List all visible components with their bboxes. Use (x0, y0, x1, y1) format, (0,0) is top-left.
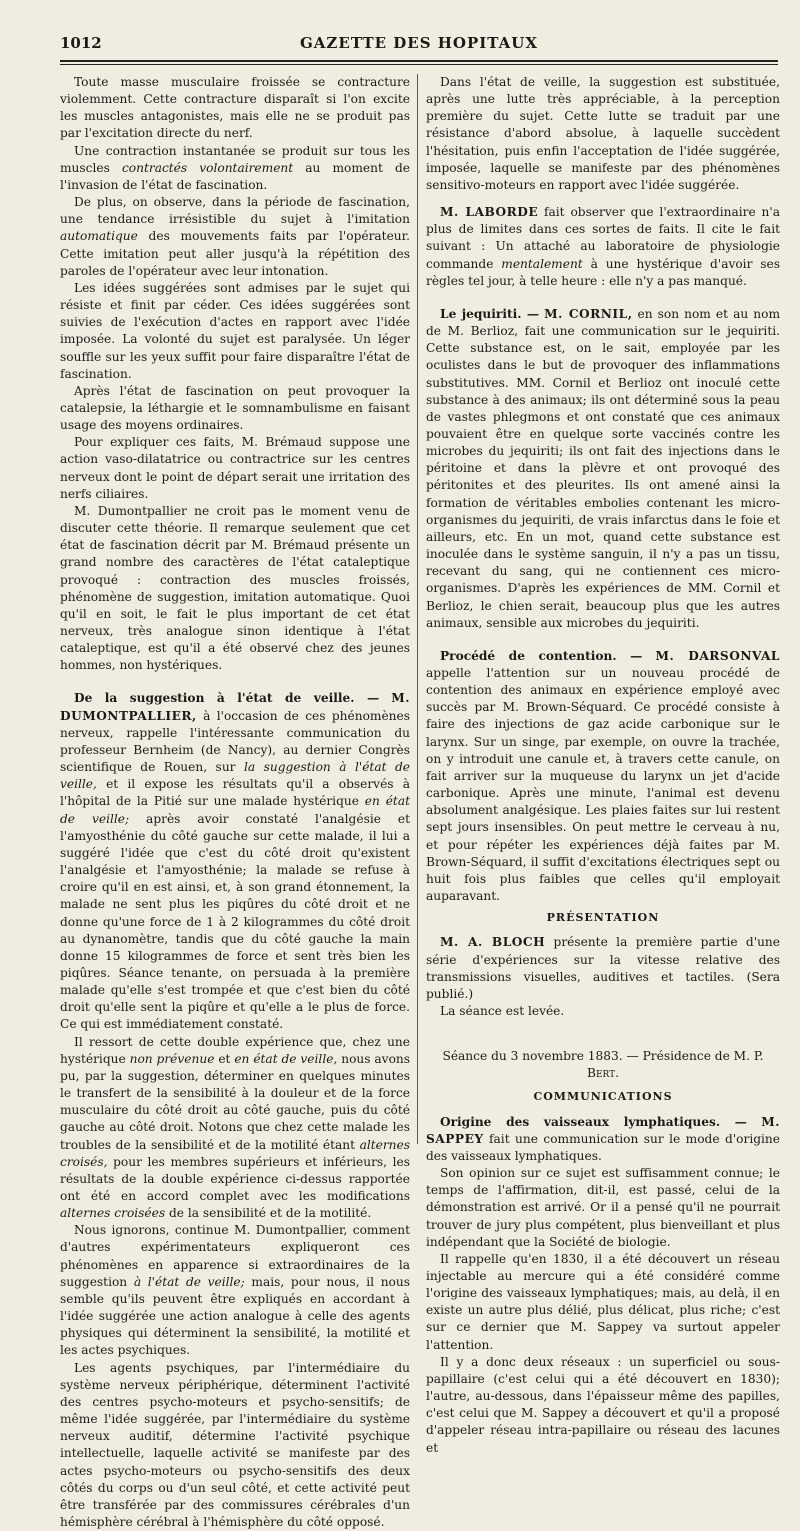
closing-line: La séance est levée. (440, 1003, 565, 1018)
journal-title: GAZETTE DES HOPITAUX (299, 34, 538, 52)
paragraph: De plus, on observe, dans la période de fascination, une tendance irrésistible du sujet à l'imitation automatique des mouvements faits par l'opérateur. Cette imitation peut aller jusqu'à la répétition des paroles de l'opérateur avec leur intonation. (60, 195, 410, 278)
paragraph: Son opinion sur ce sujet est suffisamment connue; le temps de l'affirmation, dit-il, est passé, celui de la démonstration est arrivé. Or il a pensé qu'il ne pourrait trouver de jury plus compétent, plus bienveillant et plus indépendant que la Société de biologie. (426, 1166, 780, 1249)
paragraph: Toute masse musculaire froissée se contracture violemment. Cette contracture disparaît si l'on excite les muscles antagonistes, mais elle ne se produit pas par l'excitation directe du nerf. (60, 75, 410, 141)
author-name: M. SAPPEY (426, 1114, 780, 1146)
section-bloch: M. A. BLOCH présente la première partie d'une série d'expériences sur la vitesse relative des transmissions visuelles, auditives et tactiles. (Sera publié.) (426, 935, 780, 1001)
paragraph: Les idées suggérées sont admises par le sujet qui résiste et finit par céder. Ces idées suggérées sont suivies de l'exécution d'actes en rapport avec l'idée imposée. La volonté du sujet est paralysée. Un léger souffle sur les yeux suffit pour faire disparaître l'état de fascination. (60, 280, 410, 381)
paragraph: Les agents psychiques, par l'intermédiaire du système nerveux périphérique, déterminent l'activité des centres psycho-moteurs et psycho-sensitifs; de même l'idée suggérée, par l'intermédiaire du système nerveux auditif, détermine l'activité psychique intellectuelle, laquelle activité se manifeste par des actes psycho-moteurs ou psycho-sensitifs des deux côtés du corps ou d'un seul côté, et cette activité peut être transférée par des commissures cérébrales d'un hémisphère cérébral à l'hémisphère du côté opposé. (60, 1360, 410, 1529)
page-header (60, 28, 778, 60)
paragraph: M. Dumontpallier ne croit pas le moment venu de discuter cette théorie. Il remarque seulement que cet état de fascination décrit par M. Brémaud présente un grand nombre des caractères de l'état cataleptique provoqué : contraction des muscles froissés, phénomène de suggestion, imitation automatique. Quoi qu'il en soit, le fait le plus important de cet état nerveux, très analogue sinon identique à l'état cataleptique, est qu'il a été observé chez des jeunes hommes, non hystériques. (60, 503, 410, 673)
section-title: Le jequiriti. — (440, 306, 540, 321)
column-divider (417, 74, 418, 1144)
paragraph: Il ressort de cette double expérience que, chez une hystérique non prévenue et en état de veille, nous avons pu, par la suggestion, déterminer en quelques minutes le transfert de la sensibilité à la douleur et de la force musculaire du côté droit au côté gauche, puis du côté gauche au côté droit. Notons que chez cette malade les troubles de la sensibilité et de la motilité étant alternes croisés, pour les membres supérieurs et inférieurs, les résultats de la double expérience ci-dessus rapportée ont été en accord complet avec les modifications alternes croisées de la sensibilité et de la motilité. (60, 1034, 411, 1221)
header-rule-thin (60, 64, 778, 65)
presentation-heading: PRÉSENTATION (546, 911, 660, 925)
paragraph: Une contraction instantanée se produit sur tous les muscles contractés volontairement au moment de l'invasion de l'état de fascination. (60, 143, 410, 192)
author-name: M. DARSONVAL (655, 648, 780, 663)
author-name: M. LABORDE (440, 205, 539, 220)
section-lymphatiques: Origine des vaisseaux lymphatiques. — M. SAPPEY fait une communication sur le mode d'origine des vaisseaux lymphatiques. (426, 1114, 780, 1163)
section-laborde: M. LABORDE fait observer que l'extraordinaire n'a plus de limites dans ces sortes de faits. Il cite le fait suivant : Un attaché au laboratoire de physiologie commande mentalement à une hystérique d'avoir ses règles tel jour, à telle heure : elle n'y a pas manqué. (426, 205, 780, 288)
paragraph: Pour expliquer ces faits, M. Brémaud suppose une action vaso-dilatatrice ou contractrice sur les centres nerveux dont le point de départ serait une irritation des nerfs ciliaires. (60, 435, 410, 501)
communications-heading: COMMUNICATIONS (533, 1090, 673, 1104)
page-number: 1012 (60, 34, 102, 52)
author-name: M. CORNIL, (544, 306, 633, 321)
paragraph: Il y a donc deux réseaux : un superficiel ou sous-papillaire (c'est celui qui a été découvert en 1830); l'autre, au-dessous, dans l'épaisseur même des papilles, c'est celui que M. Sappey a découvert et qu'il a proposé d'appeler réseau intra-papillaire ou réseau des lacunes et (426, 1354, 780, 1455)
paragraph: Nous ignorons, continue M. Dumontpallier, comment d'autres expérimentateurs expliqueront ces phénomènes en apparence si extraordinaires de la suggestion à l'état de veille; mais, pour nous, il nous semble qu'ils peuvent être expliqués en accordant à l'idée suggérée une action analogue à celle des agents physiques qui déterminent la sensibilité, la motilité et les actes psychiques. (60, 1223, 410, 1358)
right-column (426, 74, 781, 1455)
left-column (60, 74, 411, 1529)
seance-date: Séance du 3 novembre 1883. — Présidence de M. P. Bert. (442, 1049, 764, 1081)
header-rule-thick (60, 60, 778, 62)
paragraph: Il rappelle qu'en 1830, il a été découvert un réseau injectable au mercure qui a été considéré comme l'origine des vaisseaux lymphatiques; mais, au delà, il en existe un autre plus délié, plus délicat, plus riche; c'est sur ce dernier que M. Sappey va surtout appeler l'attention. (426, 1251, 780, 1352)
section-jequiriti: Le jequiriti. — M. CORNIL, en son nom et au nom de M. Berlioz, fait une communication sur le jequiriti. Cette substance est, on le sait, employée par les oculistes dans le but de provoquer des inflammations substitutives. MM. Cornil et Berlioz ont inoculé cette substance à des animaux; ils ont déterminé sous la peau de vastes phlegmons et ont constaté que ces animaux pouvaient être en quelque sorte vaccinés contre les microbes du jequiriti; ils ont fait des injections dans le péritoine et dans la plèvre et ont provoqué des péritonites et des pleurites. Ils ont amené ainsi la formation de véritables embolies contenant les micro-organismes du jequiriti, de vrais infarctus dans le foie et ailleurs, etc. En un mot, quand cette substance est inoculée dans le système sanguin, il n'y a pas un tissu, recevant du sang, qui ne contiennent ces micro-organismes. D'après les expériences de MM. Cornil et Berlioz, le chien serait, beaucoup plus que les autres animaux, sensible aux microbes du jequiriti. (426, 306, 781, 630)
paragraph: Dans l'état de veille, la suggestion est substituée, après une lutte très appréciable, à la perception première du sujet. Cette lutte se traduit par une résistance d'abord absolue, à laquelle succèdent l'hésitation, puis enfin l'acceptation de l'idée suggérée, imposée, laquelle se manifeste par des phénomènes sensitivo-moteurs en rapport avec l'idée suggérée. (426, 75, 780, 192)
section-title: De la suggestion à l'état de veille. — (74, 691, 380, 706)
section-title: Procédé de contention. — (440, 648, 643, 663)
author-name: M. DUMONTPALLIER, (60, 691, 410, 723)
paragraph: Après l'état de fascination on peut provoquer la catalepsie, la léthargie et le somnambulisme en faisant usage des moyens ordinaires. (60, 383, 410, 433)
section-contention: Procédé de contention. — M. DARSONVAL appelle l'attention sur un nouveau procédé de contention des animaux en expérience employé avec succès par M. Brown-Séquard. Ce procédé consiste à faire des injections de gaz acide carbonique sur le larynx. Sur un singe, par exemple, on ouvre la trachée, on y introduit une canule et, à travers cette canule, on fait arriver sur la muqueuse du larynx un jet d'acide carbonique. Après une minute, l'animal est devenu absolument analgésique. Les plaies faites sur lui restent sept jours insensibles. On peut mettre le cerveau à nu, et pour répéter les expériences déjà faites par M. Brown-Séquard, il suffit d'excitations électriques sept ou huit fois plus faibles que celles qu'il employait auparavant. (426, 648, 780, 904)
section-title: Origine des vaisseaux lymphatiques. — (440, 1114, 747, 1129)
author-name: M. A. BLOCH (440, 935, 546, 950)
section-suggestion-veille: De la suggestion à l'état de veille. — M. DUMONTPALLIER, à l'occasion de ces phénomènes nerveux, rappelle l'intéressante communication du professeur Bernheim (de Nancy), au dernier Congrès scientifique de Rouen, sur la suggestion à l'état de veille, et il expose les résultats qu'il a observés à l'hôpital de la Pitié sur une malade hystérique en état de veille; après avoir constaté l'analgésie et l'amyosthénie du côté gauche sur cette malade, il lui a suggéré l'idée que c'est du côté droit qu'existent l'analgésie et l'amyosthénie; la malade se refuse à croire qu'il en est ainsi, et, à son grand étonnement, la malade ne sent plus les piqûres du côté droit et ne donne qu'une force de 1 à 2 kilogrammes du côté droit au dynanomètre, tandis que du côté gauche la main donne 15 kilogrammes de force et sent très bien les piqûres. Séance tenante, on persuada à la première malade qu'elle s'est trompée et que c'est bien du côté droit qu'elle sent la piqûre et qu'elle a le plus de force. Ce qui est immédiatement constaté. (60, 691, 410, 1032)
